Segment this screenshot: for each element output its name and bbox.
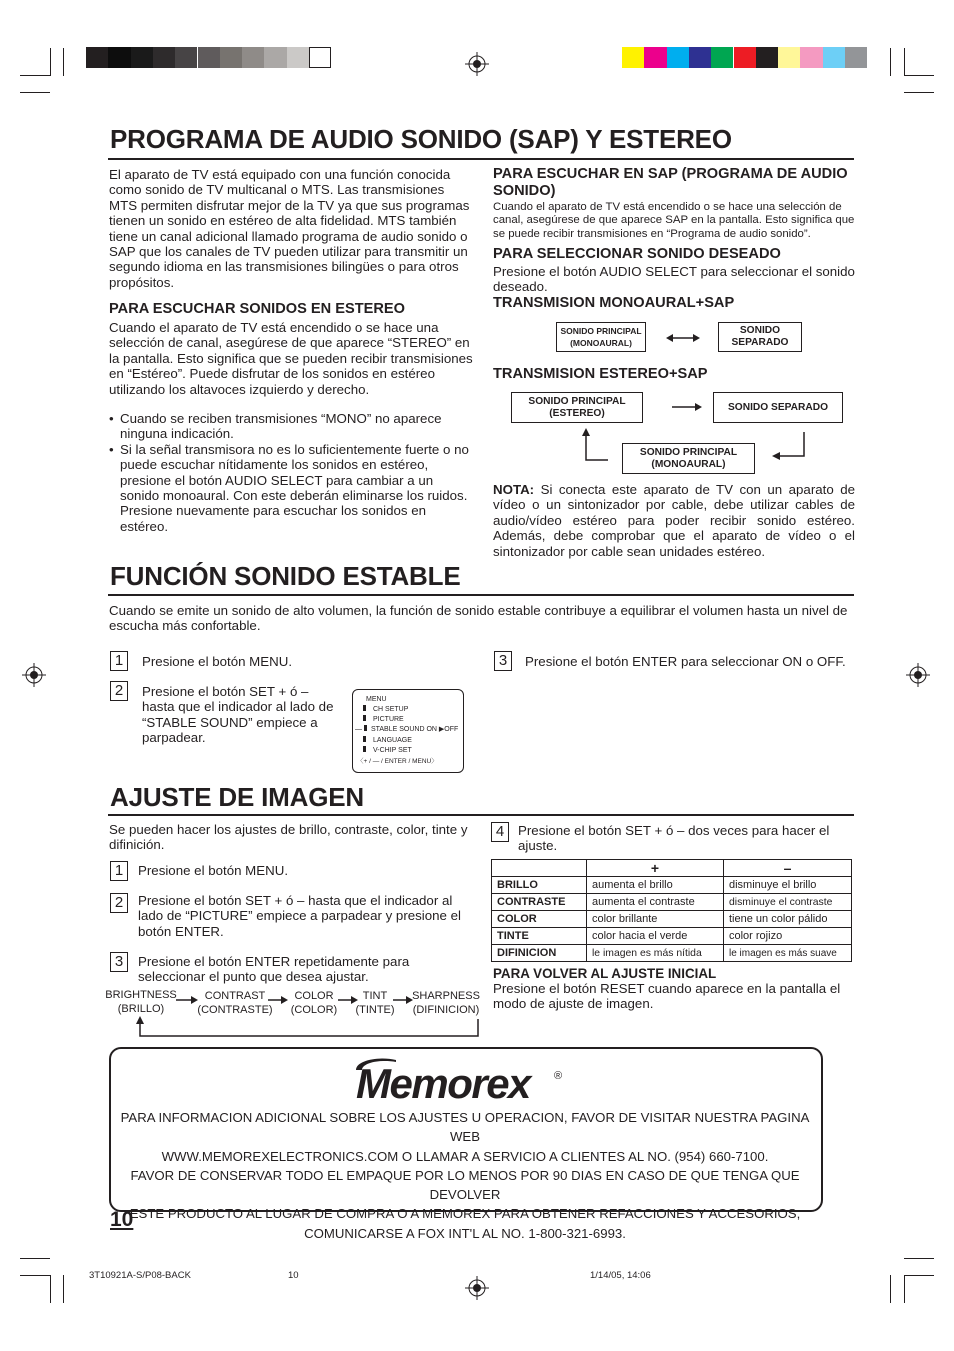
table-cell: color brillante (587, 911, 724, 928)
page-number: 10 (110, 1208, 134, 1231)
image-step3: Presione el botón ENTER repetidamente para seleccionar el punto que desea ajustar. (138, 954, 410, 985)
table-cell: tiene un color pálido (724, 911, 852, 928)
menu-title: MENU (366, 696, 387, 703)
footer-line: ESTE PRODUCTO AL LUGAR DE COMPRA O A MEMOREX PARA OBTENER REFACCIONES Y ACCESORIOS, (129, 1206, 801, 1222)
note-text: Si conecta este aparato de TV con un aparato de vídeo o un sintonizador por cable, debe utilizar cables de audio/vídeo estéreo para poder recibir sonido estéreo. Además, debe comprobar que el aparato de vídeo o el sintonizador por cable sean unidades estéreo. (493, 482, 855, 559)
bullet-text: Si la señal transmisora no es lo suficientemente fuerte o no puede escuchar nítidamente los sonidos en estéreo, presione el botón AUDIO SELECT para cambiar a un sonido monoaural. Con este deberán eliminarse los ruidos. Presione nuevamente para escuchar los sonidos en estéreo. (120, 441, 469, 534)
print-footer-left: 3T10921A-S/P08-BACK (89, 1270, 191, 1281)
table-cell: BRILLO (492, 877, 587, 894)
crop-mark (50, 1275, 51, 1303)
color-swatch (622, 47, 644, 68)
loop-back-arrow-icon (132, 1016, 482, 1040)
color-swatch (734, 47, 756, 68)
stereo-text: Cuando el aparato de TV está encendido o se hace una selección de canal, asegúrese de que aparece “STEREO” en la pantalla. Esto significa que se pueden recibir transmisiones en “Estéreo”. Puede disfrutar de los sonidos en estéreo utilizando los altavoces izquierdo y derecho. (109, 320, 473, 397)
image-step1: Presione el botón MENU. (138, 863, 289, 878)
menu-item: CH SETUP (373, 706, 409, 713)
step-number: 2 (110, 681, 128, 701)
plus-header: + (587, 860, 724, 877)
table-cell: aumenta el contraste (587, 894, 724, 911)
stable-step3: Presione el botón ENTER para seleccionar ON o OFF. (525, 654, 846, 669)
logo-text: Memorex (356, 1060, 530, 1104)
step-number: 3 (110, 952, 128, 972)
gray-swatch (86, 47, 108, 68)
flow-item: CONTRAST (CONTRASTE) (197, 990, 273, 1016)
memorex-logo (350, 1056, 562, 1104)
gray-swatch (309, 47, 331, 68)
image-step2: Presione el botón SET + ó – hasta que el indicador al lado de “PICTURE” empiece a parpadear y presione el botón ENTER. (138, 893, 461, 939)
crop-mark (904, 1275, 934, 1276)
stereo-bullet: • Cuando se reciben transmisiones “MONO” no aparece ninguna indicación. • Si la señal transmisora no es lo suficientemente fuerte o no puede escuchar nítidamente los sonidos en estéreo, presione el botón AUDIO SELECT para cambiar a un sonido monoaural. Con este deberán eliminarse los ruidos. Presione nuevamente para escuchar los sonidos en estéreo. (109, 411, 474, 534)
color-swatch (689, 47, 711, 68)
print-footer-right: 1/14/05, 14:06 (590, 1270, 651, 1281)
color-swatch (756, 47, 778, 68)
double-arrow-icon (666, 332, 700, 344)
crop-mark (904, 48, 905, 76)
color-swatch (667, 47, 689, 68)
stable-intro: Cuando se emite un sonido de alto volumen, la función de sonido estable contribuye a equilibrar el volumen hasta un nivel de escucha más confortable. (109, 603, 848, 634)
footer-line: FAVOR DE CONSERVAR TODO EL EMPAQUE POR LO MENOS POR 90 DIAS EN CASO DE QUE TENGA QUE DEVOLVER (130, 1167, 800, 1203)
gray-swatch (264, 47, 286, 68)
table-cell: TINTE (492, 928, 587, 945)
gray-swatch (153, 47, 175, 68)
crop-mark (904, 75, 934, 76)
flow-item: COLOR (COLOR) (290, 990, 338, 1016)
main-sound-mono-box: SONIDO PRINCIPAL (MONOAURAL) (556, 322, 646, 352)
main-sound-mono-box-2: SONIDO PRINCIPAL (MONOAURAL) (622, 443, 755, 474)
color-swatch (778, 47, 800, 68)
osd-menu-screen: MENU CH SETUP PICTURE — STABLE SOUND ON ▶OFF LANGUAGE V-CHIP SET 〈+ / — / ENTER / MENU〉 (352, 689, 464, 773)
mono-sap-heading: TRANSMISION MONOAURAL+SAP (493, 295, 735, 311)
footer-line: WWW.MEMOREXELECTRONICS.COM O LLAMAR A SERVICIO A CLIENTES AL NO. (954) 660-7100. (161, 1148, 769, 1164)
footer-line: COMUNICARSE A FOX INT'L AL NO. 1-800-321-6993. (304, 1225, 626, 1241)
separate-sound-stereo-box: SONIDO SEPARADO (713, 392, 843, 423)
main-sound-stereo-box: SONIDO PRINCIPAL (ESTEREO) (511, 392, 643, 423)
footer-line: PARA INFORMACION ADICIONAL SOBRE LOS AJUSTES U OPERACION, FAVOR DE VISITAR NUESTRA PAGINA WEB (120, 1110, 810, 1145)
sap-text: Cuando el aparato de TV está encendido o se hace una selección de canal, asegúrese de que aparece SAP en la pantalla. Esto significa que se puede recibir transmisiones en “Programa de audio sonido”. (493, 201, 855, 240)
table-cell: color rojizo (724, 928, 852, 945)
adjustment-table (491, 859, 852, 962)
registration-mark (906, 663, 930, 687)
table-cell: color hacia el verde (587, 928, 724, 945)
gray-swatch (131, 47, 153, 68)
sap-title: PROGRAMA DE AUDIO SONIDO (SAP) Y ESTEREO (110, 124, 732, 154)
menu-item: STABLE SOUND ON ▶OFF (370, 726, 459, 734)
table-cell: CONTRASTE (492, 894, 587, 911)
color-swatch (644, 47, 666, 68)
registered-mark: ® (554, 1070, 563, 1082)
registration-mark (22, 663, 46, 687)
gray-swatch (220, 47, 242, 68)
flow-item: TINT (TINTE) (355, 990, 395, 1016)
section-rule (108, 158, 854, 160)
arrow-up-icon (580, 428, 610, 462)
menu-item: PICTURE (373, 716, 404, 724)
select-heading: PARA SELECCIONAR SONIDO DESEADO (493, 246, 781, 262)
table-cell: le imagen es más nítida (587, 945, 724, 962)
arrow-right-icon (176, 994, 198, 1006)
crop-mark (20, 92, 50, 93)
flow-item: BRIGHTNESS (BRILLO) (105, 989, 177, 1015)
bullet-text: Cuando se reciben transmisiones “MONO” no aparece ninguna indicación. (120, 411, 442, 442)
crop-mark (63, 48, 64, 76)
registration-mark (465, 52, 489, 76)
table-cell: le imagen es más suave (724, 945, 852, 962)
separate-sound-box: SONIDO SEPARADO (718, 322, 802, 352)
stereo-sap-heading: TRANSMISION ESTEREO+SAP (493, 366, 708, 382)
note-label: NOTA: (493, 482, 535, 497)
stable-step2: Presione el botón SET + ó – hasta que el indicador al lado de “STABLE SOUND” empiece a parpadear. (142, 684, 334, 746)
reset-heading: PARA VOLVER AL AJUSTE INICIAL (493, 966, 717, 981)
gray-swatch (175, 47, 197, 68)
arrow-right-icon (268, 994, 288, 1006)
gray-swatch (198, 47, 220, 68)
memorex-logo-graphic (350, 1056, 562, 1104)
sap-intro: El aparato de TV está equipado con una función conocida como sonido de TV multicanal o MTS. Las transmisiones MTS permiten disfrutar mejor de la TV ya que sus programas tienen un sonido en estéreo de alta fidelidad. MTS también tiene un canal adicional llamado programa de audio sonido o SAP que los canales de TV pueden utilizar para transmitir un segundo idioma en las transmisiones bilingües o para otros propósitos. (109, 167, 470, 290)
crop-mark (890, 48, 891, 76)
crop-mark (890, 1275, 891, 1303)
stereo-heading: PARA ESCUCHAR SONIDOS EN ESTEREO (109, 301, 405, 317)
reset-text: Presione el botón RESET cuando aparece en la pantalla el modo de ajuste de imagen. (493, 981, 841, 1012)
crop-mark (904, 1258, 934, 1259)
step-number: 2 (110, 893, 128, 913)
print-footer-center: 10 (288, 1270, 299, 1281)
stable-title: FUNCIÓN SONIDO ESTABLE (110, 561, 461, 591)
crop-mark (50, 48, 51, 76)
crop-mark (904, 92, 934, 93)
image-intro: Se pueden hacer los ajustes de brillo, contraste, color, tinte y difinición. (109, 822, 468, 853)
menu-item: V-CHIP SET (373, 746, 412, 754)
section-rule (108, 594, 854, 596)
step-number: 1 (110, 651, 128, 671)
menu-item: LANGUAGE (373, 736, 412, 744)
step-number: 1 (110, 861, 128, 881)
minus-header: – (724, 860, 852, 877)
table-cell: DIFINICION (492, 945, 587, 962)
color-swatch (800, 47, 822, 68)
registration-mark (465, 1276, 489, 1300)
color-swatch (711, 47, 733, 68)
crop-mark (20, 1275, 50, 1276)
section-rule (108, 814, 854, 816)
menu-footer: 〈+ / — / ENTER / MENU〉 (357, 758, 438, 765)
image-step4: Presione el botón SET + ó – dos veces para hacer el ajuste. (518, 823, 830, 854)
arrow-right-icon (393, 994, 413, 1006)
note (493, 482, 855, 559)
flow-item: SHARPNESS (DIFINICION) (412, 990, 480, 1016)
table-cell: disminuye el brillo (724, 877, 852, 894)
crop-mark (63, 1275, 64, 1303)
crop-mark (20, 75, 50, 76)
arrow-down-left-icon (772, 432, 806, 462)
image-title: AJUSTE DE IMAGEN (110, 782, 364, 812)
memorex-footer-text (110, 1108, 820, 1243)
arrow-right-icon (338, 994, 358, 1006)
table-cell: disminuye el contraste (724, 894, 852, 911)
gray-swatch (242, 47, 264, 68)
sap-heading: PARA ESCUCHAR EN SAP (PROGRAMA DE AUDIO SONIDO) (493, 166, 848, 199)
gray-swatch (108, 47, 130, 68)
table-cell: aumenta el brillo (587, 877, 724, 894)
gray-swatch (287, 47, 309, 68)
select-text: Presione el botón AUDIO SELECT para seleccionar el sonido deseado. (493, 264, 855, 295)
crop-mark (904, 1275, 905, 1303)
color-swatch (845, 47, 867, 68)
step-number: 4 (491, 822, 509, 842)
color-swatch (823, 47, 845, 68)
crop-mark (20, 1258, 50, 1259)
stable-step1: Presione el botón MENU. (142, 654, 293, 669)
arrow-right-icon (672, 401, 702, 413)
table-cell: COLOR (492, 911, 587, 928)
step-number: 3 (494, 651, 512, 671)
